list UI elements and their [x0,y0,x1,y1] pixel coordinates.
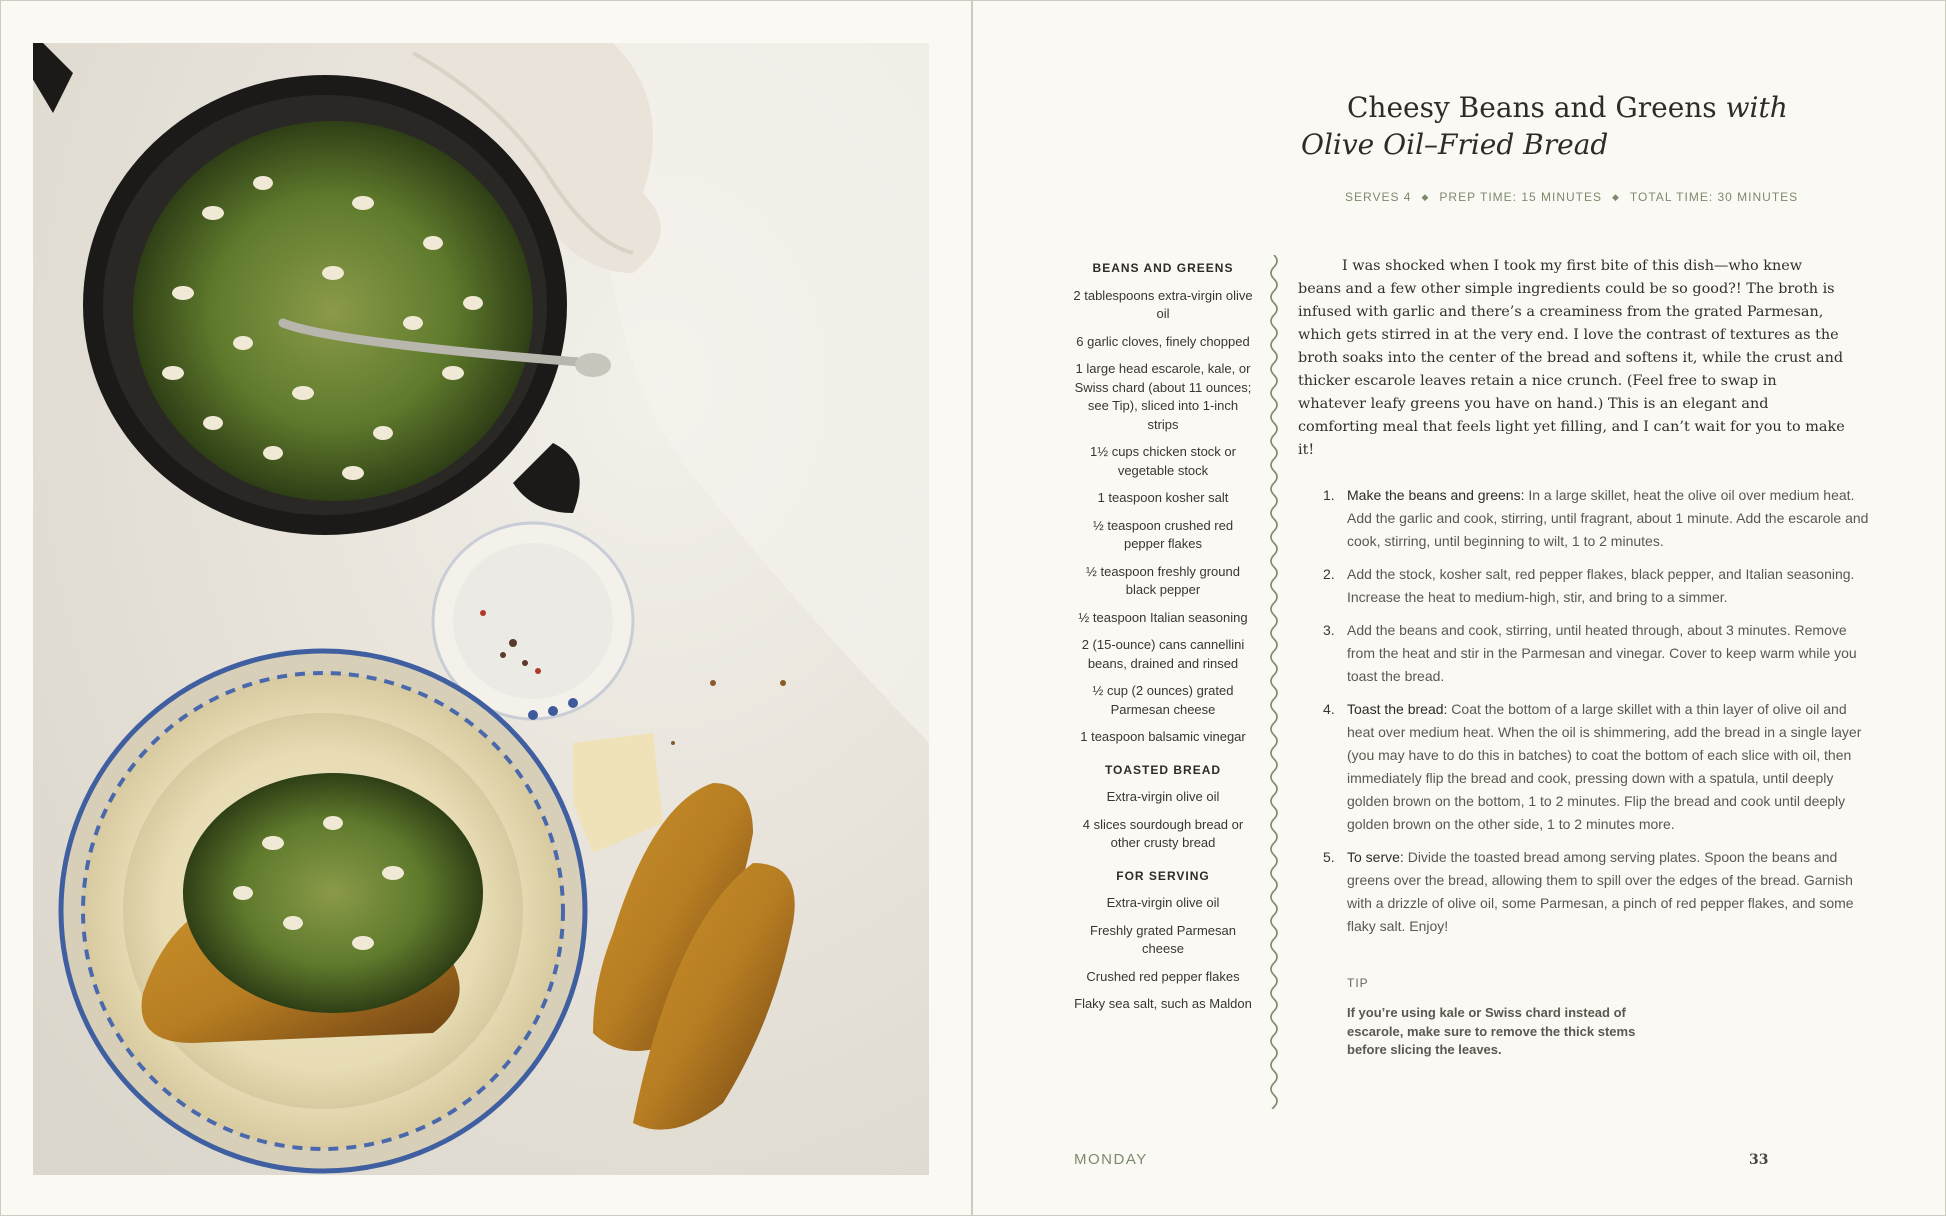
wavy-divider [1267,255,1281,1109]
ingredients-column [1073,259,1253,1023]
method-step [1323,619,1871,688]
diamond-icon: ◆ [1612,191,1620,202]
step-number: 1. [1323,487,1335,503]
method-step [1323,484,1871,553]
ingredient-item: ½ teaspoon freshly ground black pepper [1086,563,1240,597]
ingredient-item: 2 (15-ounce) cans cannellini beans, drained and rinsed [1081,637,1245,671]
ingredient-item: 1 teaspoon kosher salt [1097,490,1229,505]
step-number: 4. [1323,701,1335,717]
title-italic-with: with [1725,91,1788,124]
ingredient-item: ½ cup (2 ounces) grated Parmesan cheese [1092,683,1234,717]
ingredients-list-beans [1073,287,1253,747]
ingredient-item: 2 tablespoons extra-virgin olive oil [1073,287,1253,321]
step-lead: Toast the bread: [1347,701,1448,717]
step-text: In a large skillet, heat the olive oil over medium heat. Add the garlic and cook, stirring, until fragrant, about 1 minute. Add the escarole and cook, stirring, until beginning to wilt, 1 to 2 minutes. [1347,487,1869,549]
recipe-intro: I was shocked when I took my first bite of this dish—who knew beans and a few other simple ingredients could be so good?! The broth is infused with garlic and there’s a creaminess from the grated Parmesan, which gets stirred in at the very end. I love the contrast of textures as the broth soaks into the center of the bread and softens it, while the crust and thicker escarole leaves retain a nice crunch. (Feel free to swap in whatever leafy greens you have on hand.) This is an elegant and comforting meal that feels light yet filling, and I can’t wait for you to make it! [1298,258,1845,458]
ingredients-heading-beans: BEANS AND GREENS [1092,261,1234,275]
method-step [1323,846,1871,938]
ingredient-item: Extra-virgin olive oil [1106,789,1220,804]
left-page [0,0,972,1216]
method-steps [1323,484,1871,948]
method-step [1323,698,1871,836]
section-name: MONDAY [1074,1151,1148,1168]
ingredient-item: Freshly grated Parmesan cheese [1090,922,1236,956]
ingredient-item: 6 garlic cloves, finely chopped [1076,333,1250,349]
page-number: 33 [1749,1152,1769,1168]
step-number: 2. [1323,566,1335,582]
ingredients-heading-bread: TOASTED BREAD [1104,762,1222,777]
recipe-photo [33,43,929,1175]
ingredient-item: 1 teaspoon balsamic vinegar [1080,729,1246,744]
ingredient-item: ½ teaspoon Italian seasoning [1078,609,1248,625]
right-page [972,0,1946,1216]
title-italic-subtitle: Olive Oil–Fried Bread [1301,128,1609,161]
ingredient-item: 4 slices sourdough bread or other crusty bread [1082,816,1244,850]
serves: SERVES 4 [1345,190,1412,204]
ingredients-list-serving [1073,894,1253,1014]
ingredients-heading-serving: FOR SERVING [1116,868,1210,883]
step-lead: To serve: [1347,849,1404,865]
ingredient-item: Extra-virgin olive oil [1106,895,1220,910]
prep-time: PREP TIME: 15 MINUTES [1439,190,1602,204]
step-text: Divide the toasted bread among serving plates. Spoon the beans and greens over the bread, allowing them to spill over the edges of the bread. Garnish with a drizzle of olive oil, some Parmesan, a pinch of red pepper flakes, and some flaky salt. Enjoy! [1347,849,1854,934]
ingredient-item: Flaky sea salt, such as Maldon [1074,996,1252,1011]
step-text: Add the stock, kosher salt, red pepper flakes, black pepper, and Italian seasoning. Increase the heat to medium-high, stir, and bring to a simmer. [1347,566,1855,605]
step-text: Add the beans and cook, stirring, until heated through, about 3 minutes. Remove from the heat and stir in the Parmesan and vinegar. Cover to keep warm while you toast the bread. [1347,622,1857,684]
ingredients-list-bread [1073,788,1253,853]
total-time: TOTAL TIME: 30 MINUTES [1629,190,1799,204]
ingredient-item: 1 large head escarole, kale, or Swiss chard (about 11 ounces; see Tip), sliced into 1-inch strips [1074,361,1252,432]
tip-label: TIP [1347,976,1369,990]
tip-box [1347,976,1647,1060]
diamond-icon: ◆ [1421,191,1430,202]
ingredient-item: ½ teaspoon crushed red pepper flakes [1092,517,1234,551]
tip-text: If you’re using kale or Swiss chard instead of escarole, make sure to remove the thick stems before slicing the leaves. [1347,1005,1636,1057]
title-plain: Cheesy Beans and Greens [1347,91,1717,124]
ingredient-item: Crushed red pepper flakes [1086,968,1240,984]
step-number: 3. [1323,622,1335,638]
method-step [1323,563,1871,609]
recipe-title [1301,89,1841,163]
step-number: 5. [1323,849,1335,865]
recipe-meta [1345,190,1805,204]
step-lead: Make the beans and greens: [1347,487,1525,503]
step-text: Coat the bottom of a large skillet with a thin layer of olive oil and heat over medium heat. When the oil is shimmering, add the bread in a single layer (you may have to do this in batches) to coat the bottom of each slice with oil, then immediately flip the bread and cook, pressing down with a spatula, until deeply golden brown on the bottom, 1 to 2 minutes. Flip the bread and cook until deeply golden brown on the other side, 1 to 2 minutes more. [1347,701,1862,832]
ingredient-item: 1½ cups chicken stock or vegetable stock [1090,444,1236,478]
